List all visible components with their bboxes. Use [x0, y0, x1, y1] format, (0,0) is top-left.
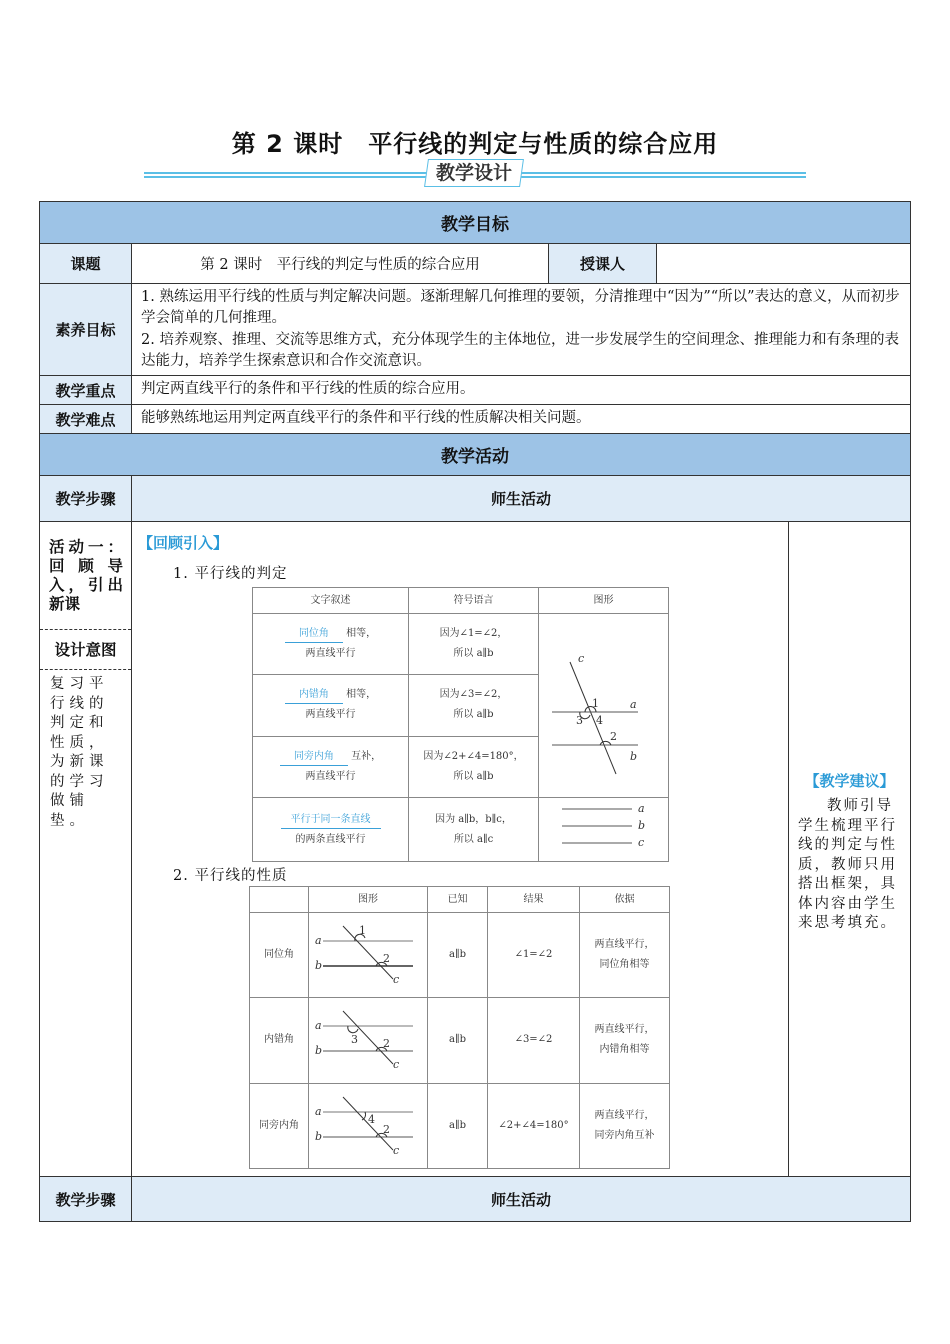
text: 互补， — [351, 750, 382, 762]
label-b: b — [315, 1129, 323, 1143]
label-a: a — [315, 1104, 322, 1118]
angle-label: 2 — [383, 1037, 390, 1051]
known: a∥b — [428, 1083, 488, 1168]
teacher-value[interactable] — [656, 243, 911, 284]
intent-text: 复习平行线的判定和性质，为新课的学习做铺垫。 — [50, 676, 109, 829]
activity-left-column — [39, 521, 132, 1177]
angle-4: 4 — [595, 714, 603, 727]
label-b: b — [629, 750, 637, 763]
basis: 内错角相等 — [599, 1044, 650, 1056]
table-row — [250, 913, 670, 998]
suggestion-text: 教师引导学生梳理平行线的判定与性质，教师只用搭出框架，具体内容由学生来思考填充。 — [798, 798, 897, 931]
text: 相等， — [346, 628, 377, 640]
result: ∠2+∠4=180° — [488, 1083, 580, 1168]
text: 相等， — [346, 689, 377, 701]
symbol-text: 因为∠1=∠2， — [439, 628, 508, 640]
teacher-label: 授课人 — [548, 243, 657, 284]
angle-label: 2 — [383, 952, 390, 966]
symbol-text: 所以 a∥b — [453, 648, 494, 660]
difficulty-label: 教学难点 — [39, 404, 132, 434]
literacy-item: 1. 熟练运用平行线的性质与判定解决问题。逐渐理解几何推理的要领，分清推理中“因为”“所以”表达的意义，从而初步学会简单的几何推理。 — [141, 288, 900, 326]
col-header: 已知 — [428, 887, 488, 913]
teacher-student-label-repeat: 师生活动 — [131, 1176, 911, 1222]
objectives-header: 教学目标 — [39, 201, 911, 244]
text: 两直线平行 — [305, 648, 356, 660]
suggestion-heading: 【教学建议】 — [804, 772, 895, 790]
result: ∠3=∠2 — [488, 998, 580, 1083]
col-header: 结果 — [488, 887, 580, 913]
text: 两直线平行 — [305, 709, 356, 721]
angle-1: 1 — [591, 697, 599, 710]
angle-type: 内错角 — [250, 998, 309, 1083]
suggestion-column — [788, 521, 911, 1177]
angle-label: 3 — [351, 1033, 358, 1047]
answer-blank: 同旁内角 — [280, 749, 348, 766]
label-c: c — [393, 1143, 400, 1157]
angle-figure — [309, 998, 428, 1083]
angle-label: 4 — [368, 1112, 375, 1126]
symbol-text: 因为∠3=∠2， — [439, 689, 508, 701]
parallel-lines-figure — [539, 798, 669, 862]
symbol-text: 所以 a∥b — [453, 770, 494, 782]
answer-blank: 内错角 — [285, 687, 343, 704]
angle-figure — [309, 913, 428, 998]
symbol-text: 因为 a∥b，b∥c， — [435, 813, 512, 825]
col-header: 文字叙述 — [253, 588, 409, 614]
known: a∥b — [428, 998, 488, 1083]
judgement-table — [252, 587, 669, 862]
label-c: c — [393, 973, 400, 987]
angle-type: 同位角 — [250, 913, 309, 998]
key-label: 教学重点 — [39, 375, 132, 405]
basis: 两直线平行， — [594, 1109, 655, 1121]
section-badge — [424, 159, 524, 187]
basis: 两直线平行， — [594, 1024, 655, 1036]
text: 两直线平行 — [305, 770, 356, 782]
answer-blank: 平行于同一条直线 — [281, 812, 381, 829]
judgement-heading: 1. 平行线的判定 — [173, 566, 288, 582]
angle-type: 同旁内角 — [250, 1083, 309, 1168]
badge-label: 教学设计 — [435, 162, 512, 184]
symbol-text: 所以 a∥b — [453, 709, 494, 721]
table-row — [250, 998, 670, 1083]
label-c: c — [637, 835, 644, 849]
label-c: c — [577, 652, 584, 665]
label-a: a — [629, 698, 637, 711]
label-a: a — [315, 934, 322, 948]
angle-label: 2 — [383, 1122, 390, 1136]
label-b: b — [315, 1044, 323, 1058]
transversal-figure — [539, 614, 669, 798]
review-heading: 【回顾引入】 — [138, 534, 229, 552]
steps-label-repeat: 教学步骤 — [39, 1176, 132, 1222]
col-header: 图形 — [539, 588, 669, 614]
basis: 两直线平行， — [594, 939, 655, 951]
label-a: a — [637, 801, 645, 815]
literacy-item: 2. 培养观察、推理、交流等思维方式，充分体现学生的主体地位，进一步发展学生的空间理念、推理能力和有条理的表达能力，培养学生探索意识和合作交流意识。 — [141, 331, 899, 369]
angle-label: 1 — [359, 924, 366, 938]
activities-header: 教学活动 — [39, 433, 911, 476]
col-header: 依据 — [580, 887, 670, 913]
basis: 同旁内角互补 — [594, 1129, 655, 1141]
literacy-label: 素养目标 — [39, 283, 132, 376]
intent-label: 设计意图 — [40, 630, 131, 670]
page-title: 第 2 课时 平行线的判定与性质的综合应用 — [231, 130, 719, 158]
difficulty-value: 能够熟练地运用判定两直线平行的条件和平行线的性质解决相关问题。 — [131, 404, 911, 434]
label-c: c — [393, 1058, 400, 1072]
table-row — [250, 1083, 670, 1168]
key-value: 判定两直线平行的条件和平行线的性质的综合应用。 — [131, 375, 911, 405]
table-row — [253, 614, 669, 675]
activity1-title: 活动一：回 顾 导入，引出新课 — [40, 522, 131, 630]
angle-figure — [309, 1083, 428, 1168]
basis: 同位角相等 — [599, 959, 650, 971]
topic-label: 课题 — [39, 243, 132, 284]
teacher-student-label: 师生活动 — [131, 475, 911, 522]
col-header — [250, 887, 309, 913]
answer-blank: 同位角 — [285, 626, 343, 643]
angle-3: 3 — [575, 714, 583, 727]
steps-label: 教学步骤 — [39, 475, 132, 522]
property-table — [249, 886, 670, 1169]
col-header: 图形 — [309, 887, 428, 913]
symbol-text: 所以 a∥c — [453, 833, 494, 845]
angle-2: 2 — [609, 730, 617, 743]
label-b: b — [315, 959, 323, 973]
known: a∥b — [428, 913, 488, 998]
result: ∠1=∠2 — [488, 913, 580, 998]
col-header: 符号语言 — [409, 588, 539, 614]
table-row — [253, 798, 669, 862]
text: 的两条直线平行 — [295, 833, 366, 845]
label-a: a — [315, 1019, 322, 1033]
property-heading: 2. 平行线的性质 — [173, 868, 288, 884]
label-b: b — [637, 818, 645, 832]
symbol-text: 因为∠2+∠4=180°， — [423, 750, 524, 762]
topic-value: 第 2 课时 平行线的判定与性质的综合应用 — [131, 243, 549, 284]
